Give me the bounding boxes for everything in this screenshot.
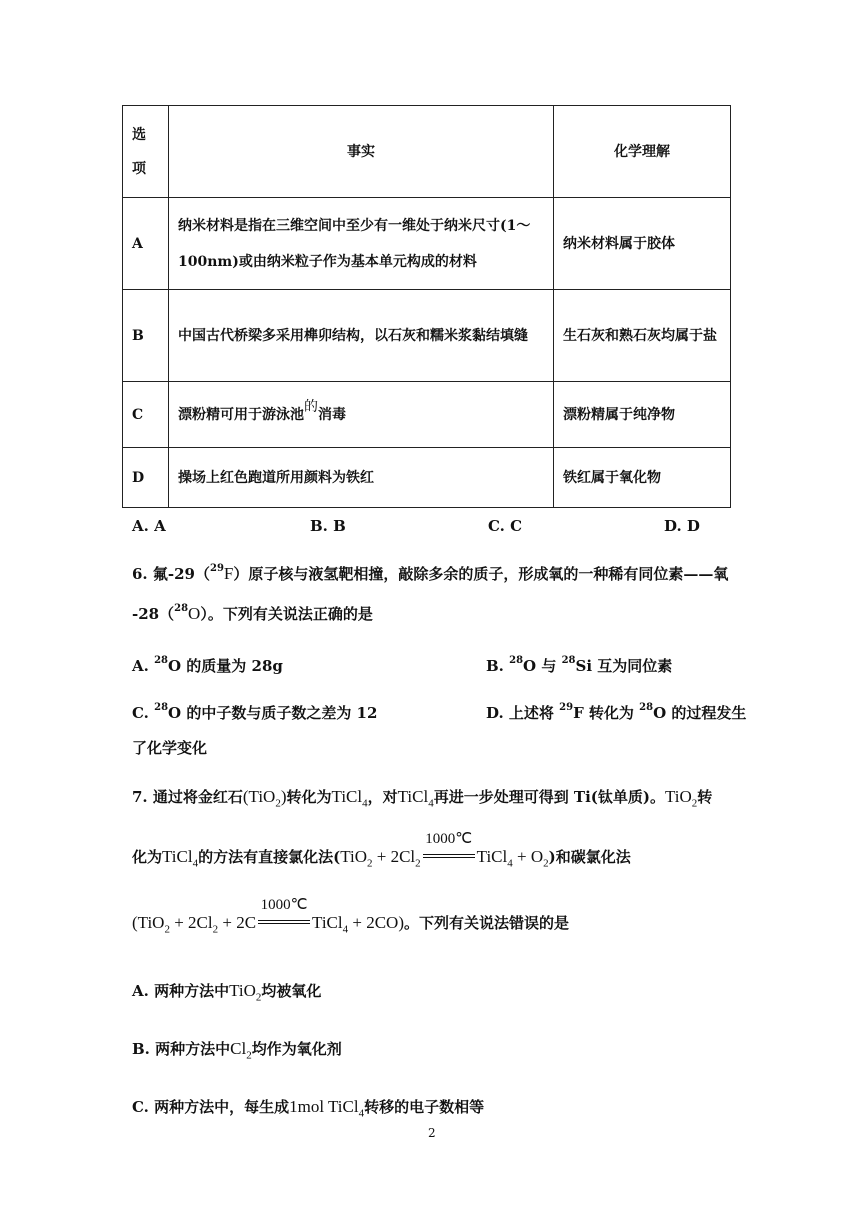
q6-option-c[interactable]: C. $^{28}$O 的中子数与质子数之差为 12 bbox=[132, 702, 378, 722]
table-row bbox=[123, 382, 731, 448]
reaction-condition-arrow: 1000℃ bbox=[258, 913, 310, 933]
q7-option-c[interactable]: C. 两种方法中，每生成1mol TiCl$_4$转移的电子数相等 bbox=[132, 1097, 485, 1120]
row-fact: 纳米材料是指在三维空间中至少有一维处于纳米尺寸(1～100nm)或由纳米粒子作为基本单元构成的材料 bbox=[169, 198, 554, 290]
q6-option-d-continued: 了化学变化 bbox=[132, 739, 208, 757]
table-header-row bbox=[123, 106, 731, 198]
question-table bbox=[122, 105, 731, 508]
q6-option-a[interactable]: A. $^{28}$O 的质量为 28g bbox=[132, 655, 283, 675]
formula-tio2-paren: (TiO$_2$) bbox=[242, 787, 287, 810]
q7-stem-line3: ($TiO_2 + 2Cl_2 + 2C$ 1000℃ TiCl$_4$ + 2CO)。下列有关说法错误的是 bbox=[132, 897, 570, 936]
row-fact-part: 消毒 bbox=[318, 406, 346, 423]
q6-stem-line1: 6. 氟-29（$^{29}$F）原子核与液氢靶相撞，敲除多余的质子，形成氧的一种稀有同位素——氧 bbox=[132, 563, 729, 583]
header-understanding: 化学理解 bbox=[554, 106, 731, 198]
q5-choice-a[interactable]: A. A bbox=[132, 517, 166, 535]
q7-stem-line2: 化为TiCl$_4$的方法有直接氯化法($TiO_2 + 2Cl_2$ 1000℃ TiCl$_4$ + $O_2$)和碳氯化法 bbox=[132, 831, 631, 870]
q5-choice-c[interactable]: C. C bbox=[488, 517, 523, 535]
q6-option-b[interactable]: B. $^{28}$O 与 $^{28}$Si 互为同位素 bbox=[486, 655, 673, 675]
row-understanding: 漂粉精属于纯净物 bbox=[554, 382, 731, 448]
equation-carbochlorination: ($TiO_2 + 2Cl_2 + 2C$ 1000℃ TiCl$_4$ + 2CO) bbox=[132, 897, 404, 936]
row-option: A bbox=[123, 198, 169, 290]
formula-ticl4: TiCl$_4$ bbox=[162, 847, 199, 870]
q7-stem-line1: 7. 通过将金红石(TiO$_2$)转化为TiCl$_4$，对TiCl$_4$再进一步处理可得到 Ti(钛单质)。TiO$_2$转 bbox=[132, 787, 713, 810]
row-option: D bbox=[123, 448, 169, 508]
row-understanding: 铁红属于氧化物 bbox=[554, 448, 731, 508]
equation-direct-chlorination: $TiO_2 + 2Cl_2$ 1000℃ TiCl$_4$ + $O_2$ bbox=[340, 831, 549, 870]
q6-stem-line2: -28（$^{28}$O）。下列有关说法正确的是 bbox=[132, 603, 373, 623]
q5-choice-b[interactable]: B. B bbox=[310, 517, 346, 535]
row-fact-raised-char: 的 bbox=[304, 398, 318, 415]
row-fact bbox=[169, 382, 554, 448]
header-option-text: 选 项 bbox=[132, 126, 146, 177]
row-understanding: 纳米材料属于胶体 bbox=[554, 198, 731, 290]
row-understanding: 生石灰和熟石灰均属于盐 bbox=[554, 290, 731, 382]
table-row bbox=[123, 198, 731, 290]
row-option: B bbox=[123, 290, 169, 382]
q7-option-b[interactable]: B. 两种方法中$Cl_2$均作为氧化剂 bbox=[132, 1039, 342, 1062]
header-option bbox=[123, 106, 169, 198]
reaction-condition-arrow: 1000℃ bbox=[423, 847, 475, 867]
formula-ticl4: TiCl$_4$ bbox=[331, 787, 368, 810]
q5-choice-d[interactable]: D. D bbox=[664, 517, 700, 535]
header-fact: 事实 bbox=[169, 106, 554, 198]
table-row bbox=[123, 290, 731, 382]
row-fact: 中国古代桥梁多采用榫卯结构，以石灰和糯米浆黏结填缝 bbox=[169, 290, 554, 382]
page-number: 2 bbox=[428, 1126, 436, 1140]
table-row bbox=[123, 448, 731, 508]
formula-tio2: TiO$_2$ bbox=[664, 787, 698, 810]
q6-option-d[interactable]: D. 上述将 $^{29}$F 转化为 $^{28}$O 的过程发生 bbox=[486, 702, 747, 722]
q7-option-a[interactable]: A. 两种方法中TiO$_2$均被氧化 bbox=[132, 981, 322, 1004]
row-option: C bbox=[123, 382, 169, 448]
row-fact: 操场上红色跑道所用颜料为铁红 bbox=[169, 448, 554, 508]
row-fact-part: 漂粉精可用于游泳池 bbox=[178, 406, 304, 423]
formula-ticl4: TiCl$_4$ bbox=[397, 787, 434, 810]
